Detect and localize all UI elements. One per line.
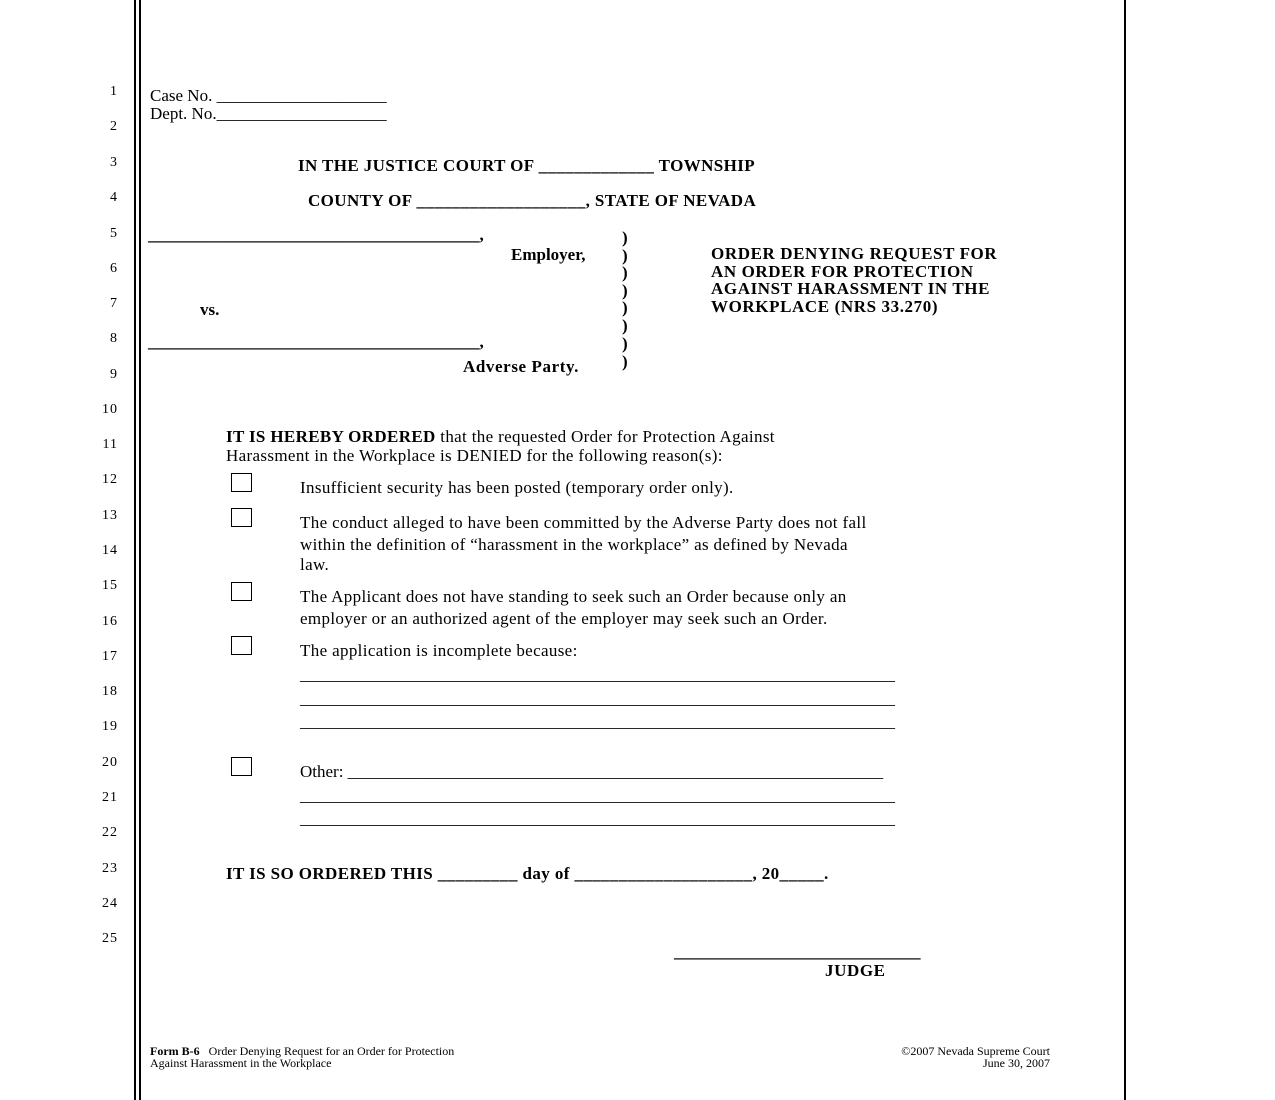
judge-label: JUDGE: [825, 961, 886, 980]
reason-other[interactable]: Other: _______________________________________________________________: [300, 762, 884, 781]
incomplete-blank-line[interactable]: ______________________________________________________________________: [300, 689, 895, 708]
caption-paren: ): [622, 334, 628, 353]
form-number: Form B-6: [150, 1044, 200, 1058]
order-intro-bold: IT IS HEREBY ORDERED: [226, 427, 436, 446]
line-number: 4: [110, 190, 118, 205]
incomplete-blank-line[interactable]: ______________________________________________________________________: [300, 665, 895, 684]
adverse-party-name-line[interactable]: _______________________________________,: [148, 332, 484, 351]
line-number: 2: [110, 119, 118, 134]
order-title-line: AGAINST HARASSMENT IN THE: [711, 279, 991, 298]
caption-paren: ): [622, 246, 628, 265]
employer-name-line[interactable]: _______________________________________,: [148, 225, 484, 244]
court-heading: IN THE JUSTICE COURT OF _____________ TOWNSHIP: [298, 156, 756, 175]
line-number: 25: [102, 931, 118, 946]
so-ordered-line[interactable]: IT IS SO ORDERED THIS _________ day of ____________________, 20_____.: [226, 864, 829, 883]
incomplete-blank-line[interactable]: ______________________________________________________________________: [300, 712, 895, 731]
line-number: 17: [102, 649, 118, 664]
order-title-line: WORKPLACE (NRS 33.270): [711, 296, 939, 316]
caption-paren: ): [622, 316, 628, 335]
line-number: 13: [102, 508, 118, 523]
line-number: 21: [102, 790, 118, 805]
line-number: 9: [110, 367, 118, 382]
caption-paren: ): [622, 352, 628, 371]
line-number: 18: [102, 684, 118, 699]
dept-number-field[interactable]: Dept. No.____________________: [150, 104, 387, 123]
left-border-inner: [139, 0, 141, 1100]
reason-insufficient-security: Insufficient security has been posted (temporary order only).: [300, 478, 734, 497]
order-intro-line2: Harassment in the Workplace is DENIED for the following reason(s):: [226, 446, 723, 465]
line-number: 7: [110, 296, 118, 311]
line-number: 22: [102, 825, 118, 840]
line-number: 1: [110, 84, 118, 99]
line-number: 14: [102, 543, 118, 558]
line-number: 11: [102, 437, 118, 452]
reason-other-checkbox[interactable]: [231, 757, 252, 776]
other-blank-line[interactable]: ______________________________________________________________________: [300, 786, 895, 805]
order-title-line: AN ORDER FOR PROTECTION: [711, 261, 974, 281]
reason-standing-checkbox[interactable]: [231, 582, 252, 601]
line-number: 3: [110, 155, 118, 170]
footer-copyright: ©2007 Nevada Supreme Court: [901, 1044, 1050, 1058]
order-intro: [226, 426, 775, 447]
line-number: 12: [102, 472, 118, 487]
reason-incomplete-checkbox[interactable]: [231, 636, 252, 655]
left-border-outer: [134, 0, 136, 1100]
caption-paren: ): [622, 263, 628, 282]
line-number: 10: [102, 402, 118, 417]
order-title: [711, 245, 997, 315]
reason-conduct-line2: within the definition of “harassment in the workplace” as defined by Nevada: [300, 535, 848, 554]
line-number: 8: [110, 331, 118, 346]
line-number: 16: [102, 614, 118, 629]
reason-conduct-line3: law.: [300, 555, 330, 574]
reason-insufficient-security-checkbox[interactable]: [231, 473, 252, 492]
reason-conduct-line1: The conduct alleged to have been committed by the Adverse Party does not fall: [300, 513, 867, 532]
versus-label: vs.: [200, 300, 220, 319]
line-number: 24: [102, 896, 118, 911]
case-number-field[interactable]: Case No. ____________________: [150, 86, 387, 105]
judge-signature-line[interactable]: _____________________________: [674, 942, 921, 961]
caption-paren: ): [622, 228, 628, 247]
caption-paren: ): [622, 281, 628, 300]
right-border: [1124, 0, 1126, 1100]
form-title-line1: Order Denying Request for an Order for Protection: [208, 1044, 455, 1058]
reason-standing-line1: The Applicant does not have standing to seek such an Order because only an: [300, 587, 847, 606]
county-heading: COUNTY OF ___________________, STATE OF NEVADA: [308, 191, 757, 210]
caption-paren: ): [622, 298, 628, 317]
footer-date: June 30, 2007: [983, 1056, 1050, 1070]
line-number: 15: [102, 578, 118, 593]
line-number: 19: [102, 719, 118, 734]
adverse-party-label: Adverse Party.: [463, 357, 580, 376]
reason-standing-line2: employer or an authorized agent of the employer may seek such an Order.: [300, 609, 828, 628]
other-blank-line[interactable]: ______________________________________________________________________: [300, 809, 895, 828]
line-number: 6: [110, 261, 118, 276]
line-number: 5: [110, 226, 118, 241]
form-title-line2: Against Harassment in the Workplace: [150, 1056, 332, 1070]
line-number: 23: [102, 861, 118, 876]
reason-conduct-checkbox[interactable]: [231, 508, 252, 527]
reason-incomplete: The application is incomplete because:: [300, 641, 578, 660]
line-number: 20: [102, 755, 118, 770]
order-title-line: ORDER DENYING REQUEST FOR: [711, 244, 998, 263]
order-intro-rest: that the requested Order for Protection Against: [435, 427, 775, 446]
employer-label: Employer,: [511, 245, 586, 264]
